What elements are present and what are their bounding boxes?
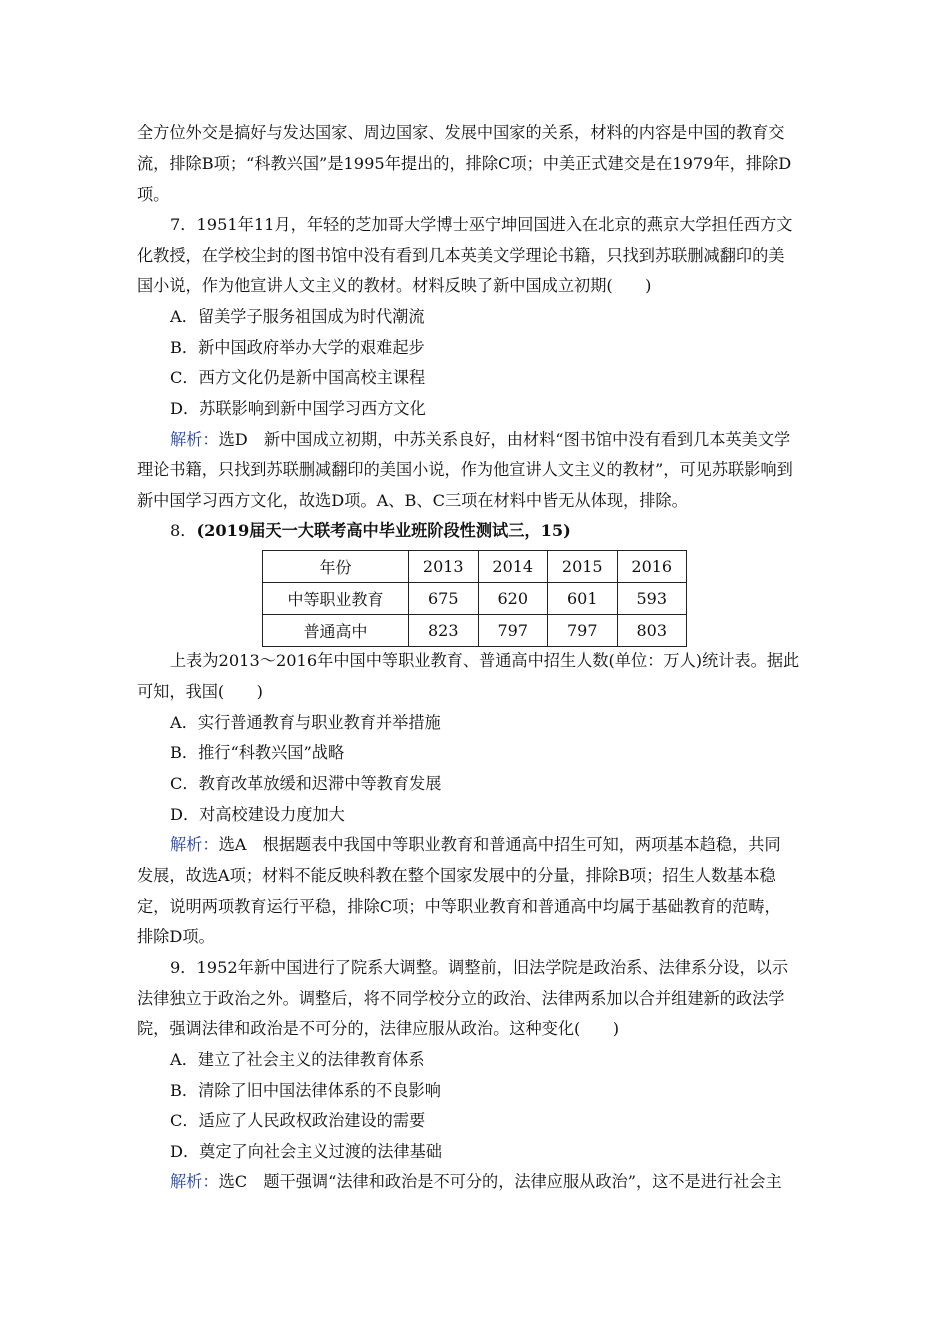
text-line: 排除D项。: [137, 927, 215, 946]
table-cell: 593: [617, 583, 687, 615]
analysis-label: 解析：: [170, 835, 219, 854]
option-d: D．对高校建设力度加大: [170, 805, 345, 824]
option-d: D．苏联影响到新中国学习西方文化: [170, 399, 426, 418]
table-header-row: [263, 551, 687, 583]
text-line: 院，强调法律和政治是不可分的，法律应服从政治。这种变化( ): [137, 1019, 620, 1038]
table-cell: 601: [548, 583, 618, 615]
option-c: C．适应了人民政权政治建设的需要: [170, 1111, 426, 1130]
analysis-7: 解析：选D 新中国成立初期，中苏关系良好，由材料“图书馆中没有看到几本英美文学: [170, 430, 791, 449]
text-line: 新中国学习西方文化，故选D项。A、B、C三项在材料中皆无从体现，排除。: [137, 491, 688, 510]
text-line: 定，说明两项教育运行平稳，排除C项；中等职业教育和普通高中均属于基础教育的范畴，: [137, 897, 781, 916]
table-cell: 年份: [263, 551, 409, 583]
option-b: B．推行“科教兴国”战略: [170, 743, 345, 762]
option-a: A．留美学子服务祖国成为时代潮流: [170, 307, 425, 326]
option-b: B．清除了旧中国法律体系的不良影响: [170, 1081, 441, 1100]
text-line: 流，排除B项；“科教兴国”是1995年提出的，排除C项；中美正式建交是在1979年，排除D: [137, 154, 792, 173]
enrollment-table: [262, 550, 687, 647]
table-cell: 803: [617, 615, 687, 647]
question-8-stem: 上表为2013～2016年中国中等职业教育、普通高中招生人数(单位：万人)统计表。据此: [170, 651, 800, 670]
option-c: C．教育改革放缓和迟滞中等教育发展: [170, 774, 442, 793]
table-cell: 620: [478, 583, 548, 615]
analysis-8: 解析：选A 根据题表中我国中等职业教育和普通高中招生可知，两项基本趋稳，共同: [170, 835, 781, 854]
analysis-label: 解析：: [170, 430, 219, 449]
text-line: 国小说，作为他宣讲人文主义的教材。材料反映了新中国成立初期( ): [137, 276, 652, 295]
text-line: 理论书籍，只找到苏联删减翻印的美国小说，作为他宣讲人文主义的教材”，可见苏联影响到: [137, 460, 793, 479]
text-line: 可知，我国( ): [137, 682, 263, 701]
table-cell: 823: [409, 615, 479, 647]
table-cell: 中等职业教育: [263, 583, 409, 615]
table-row: [263, 583, 687, 615]
table-cell: 普通高中: [263, 615, 409, 647]
table-cell: 797: [478, 615, 548, 647]
table-cell: 2016: [617, 551, 687, 583]
table-cell: 675: [409, 583, 479, 615]
table-cell: 2014: [478, 551, 548, 583]
question-7-stem: 7．1951年11月，年轻的芝加哥大学博士巫宁坤回国进入在北京的燕京大学担任西方文: [170, 215, 793, 234]
text-line: 项。: [137, 185, 170, 204]
table-cell: 2015: [548, 551, 618, 583]
option-a: A．实行普通教育与职业教育并举措施: [170, 713, 441, 732]
option-c: C．西方文化仍是新中国高校主课程: [170, 368, 426, 387]
text-line: 发展，故选A项；材料不能反映科教在整个国家发展中的分量，排除B项；招生人数基本稳: [137, 866, 776, 885]
option-a: A．建立了社会主义的法律教育体系: [170, 1050, 425, 1069]
option-d: D．奠定了向社会主义过渡的法律基础: [170, 1142, 442, 1161]
table-cell: 797: [548, 615, 618, 647]
option-b: B．新中国政府举办大学的艰难起步: [170, 338, 425, 357]
text-line: 全方位外交是搞好与发达国家、周边国家、发展中国家的关系，材料的内容是中国的教育交: [137, 123, 785, 142]
question-8-source: 8．(2019届天一大联考高中毕业班阶段性测试三，15): [170, 521, 571, 540]
text-line: 法律独立于政治之外。调整后，将不同学校分立的政治、法律两系加以合并组建新的政法学: [137, 989, 785, 1008]
table-row: [263, 615, 687, 647]
table-cell: 2013: [409, 551, 479, 583]
analysis-9: 解析：选C 题干强调“法律和政治是不可分的，法律应服从政治”，这不是进行社会主: [170, 1172, 782, 1191]
text-line: 化教授，在学校尘封的图书馆中没有看到几本英美文学理论书籍，只找到苏联删减翻印的美: [137, 246, 785, 265]
question-9-stem: 9．1952年新中国进行了院系大调整。调整前，旧法学院是政治系、法律系分设，以示: [170, 958, 789, 977]
analysis-label: 解析：: [170, 1172, 219, 1191]
